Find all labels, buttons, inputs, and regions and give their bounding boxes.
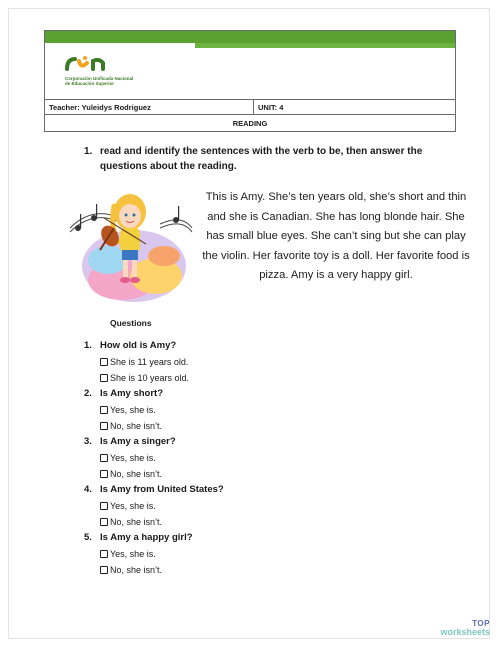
header-table: [44, 30, 456, 132]
question-text: Is Amy a happy girl?: [100, 532, 193, 543]
option-label: Yes, she is.: [110, 549, 156, 559]
header-row-section: [45, 114, 455, 132]
answer-option[interactable]: [84, 418, 444, 434]
question-number: 3.: [84, 436, 92, 447]
answer-option[interactable]: [84, 514, 444, 530]
cell-divider: [253, 100, 254, 114]
section-title: READING: [232, 119, 268, 128]
option-label: Yes, she is.: [110, 405, 156, 415]
checkbox[interactable]: [100, 374, 108, 382]
option-label: Yes, she is.: [110, 453, 156, 463]
questions-heading: Questions: [110, 318, 152, 328]
checkbox[interactable]: [100, 470, 108, 478]
question-text: How old is Amy?: [100, 340, 177, 351]
question-number: 2.: [84, 388, 92, 399]
cun-logo-icon: [63, 55, 115, 73]
question-title: [84, 338, 444, 354]
checkbox[interactable]: [100, 566, 108, 574]
option-label: No, she isn’t.: [110, 565, 163, 575]
option-label: Yes, she is.: [110, 501, 156, 511]
question-number: 5.: [84, 532, 92, 543]
question-list: [84, 338, 444, 578]
brand-worksheets: worksheets: [440, 627, 490, 637]
checkbox[interactable]: [100, 550, 108, 558]
question-2: [84, 386, 444, 434]
answer-option[interactable]: [84, 562, 444, 578]
checkbox[interactable]: [100, 502, 108, 510]
topworksheets-logo[interactable]: [440, 619, 490, 637]
checkbox[interactable]: [100, 454, 108, 462]
question-title: [84, 530, 444, 546]
option-label: She is 11 years old.: [110, 357, 189, 367]
unit-label: UNIT: 4: [258, 103, 284, 112]
header-row-teacher-unit: [45, 99, 455, 114]
answer-option[interactable]: [84, 498, 444, 514]
answer-option[interactable]: [84, 450, 444, 466]
answer-option[interactable]: [84, 546, 444, 562]
header-green-band: [45, 31, 455, 43]
instruction-number: 1.: [84, 146, 93, 157]
checkbox[interactable]: [100, 358, 108, 366]
checkbox[interactable]: [100, 518, 108, 526]
question-4: [84, 482, 444, 530]
question-text: Is Amy from United States?: [100, 484, 224, 495]
option-label: No, she isn’t.: [110, 517, 163, 527]
question-title: [84, 434, 444, 450]
question-number: 1.: [84, 340, 92, 351]
checkbox[interactable]: [100, 422, 108, 430]
instruction-text: read and identify the sentences with the verb to be, then answer the questions about the reading.: [100, 146, 423, 172]
teacher-name: Teacher: Yuleidys Rodriguez: [49, 103, 151, 112]
option-label: No, she isn’t.: [110, 469, 163, 479]
question-title: [84, 482, 444, 498]
logo-area: [45, 43, 455, 99]
reading-passage: This is Amy. She’s ten years old, she’s short and thin and she is Canadian. She has long blonde hair. She has small blue eyes. She can’t sing but she can play the violin. Her favorite toy is a doll. Her favorite food is pizza. Amy is a very happy girl.: [202, 191, 470, 281]
option-label: She is 10 years old.: [110, 373, 190, 383]
question-3: [84, 434, 444, 482]
checkbox[interactable]: [100, 406, 108, 414]
question-5: [84, 530, 444, 578]
question-1: [84, 338, 444, 386]
answer-option[interactable]: [84, 370, 444, 386]
girl-violin-illustration: [64, 184, 196, 308]
question-title: [84, 386, 444, 402]
question-text: Is Amy a singer?: [100, 436, 176, 447]
answer-option[interactable]: [84, 402, 444, 418]
option-label: No, she isn’t.: [110, 421, 163, 431]
answer-option[interactable]: [84, 466, 444, 482]
question-number: 4.: [84, 484, 92, 495]
answer-option[interactable]: [84, 354, 444, 370]
brand-top: TOP: [472, 619, 490, 628]
logo-subtitle: Corporación Unificada Nacional de Educación Superior: [65, 76, 134, 86]
question-text: Is Amy short?: [100, 388, 163, 399]
